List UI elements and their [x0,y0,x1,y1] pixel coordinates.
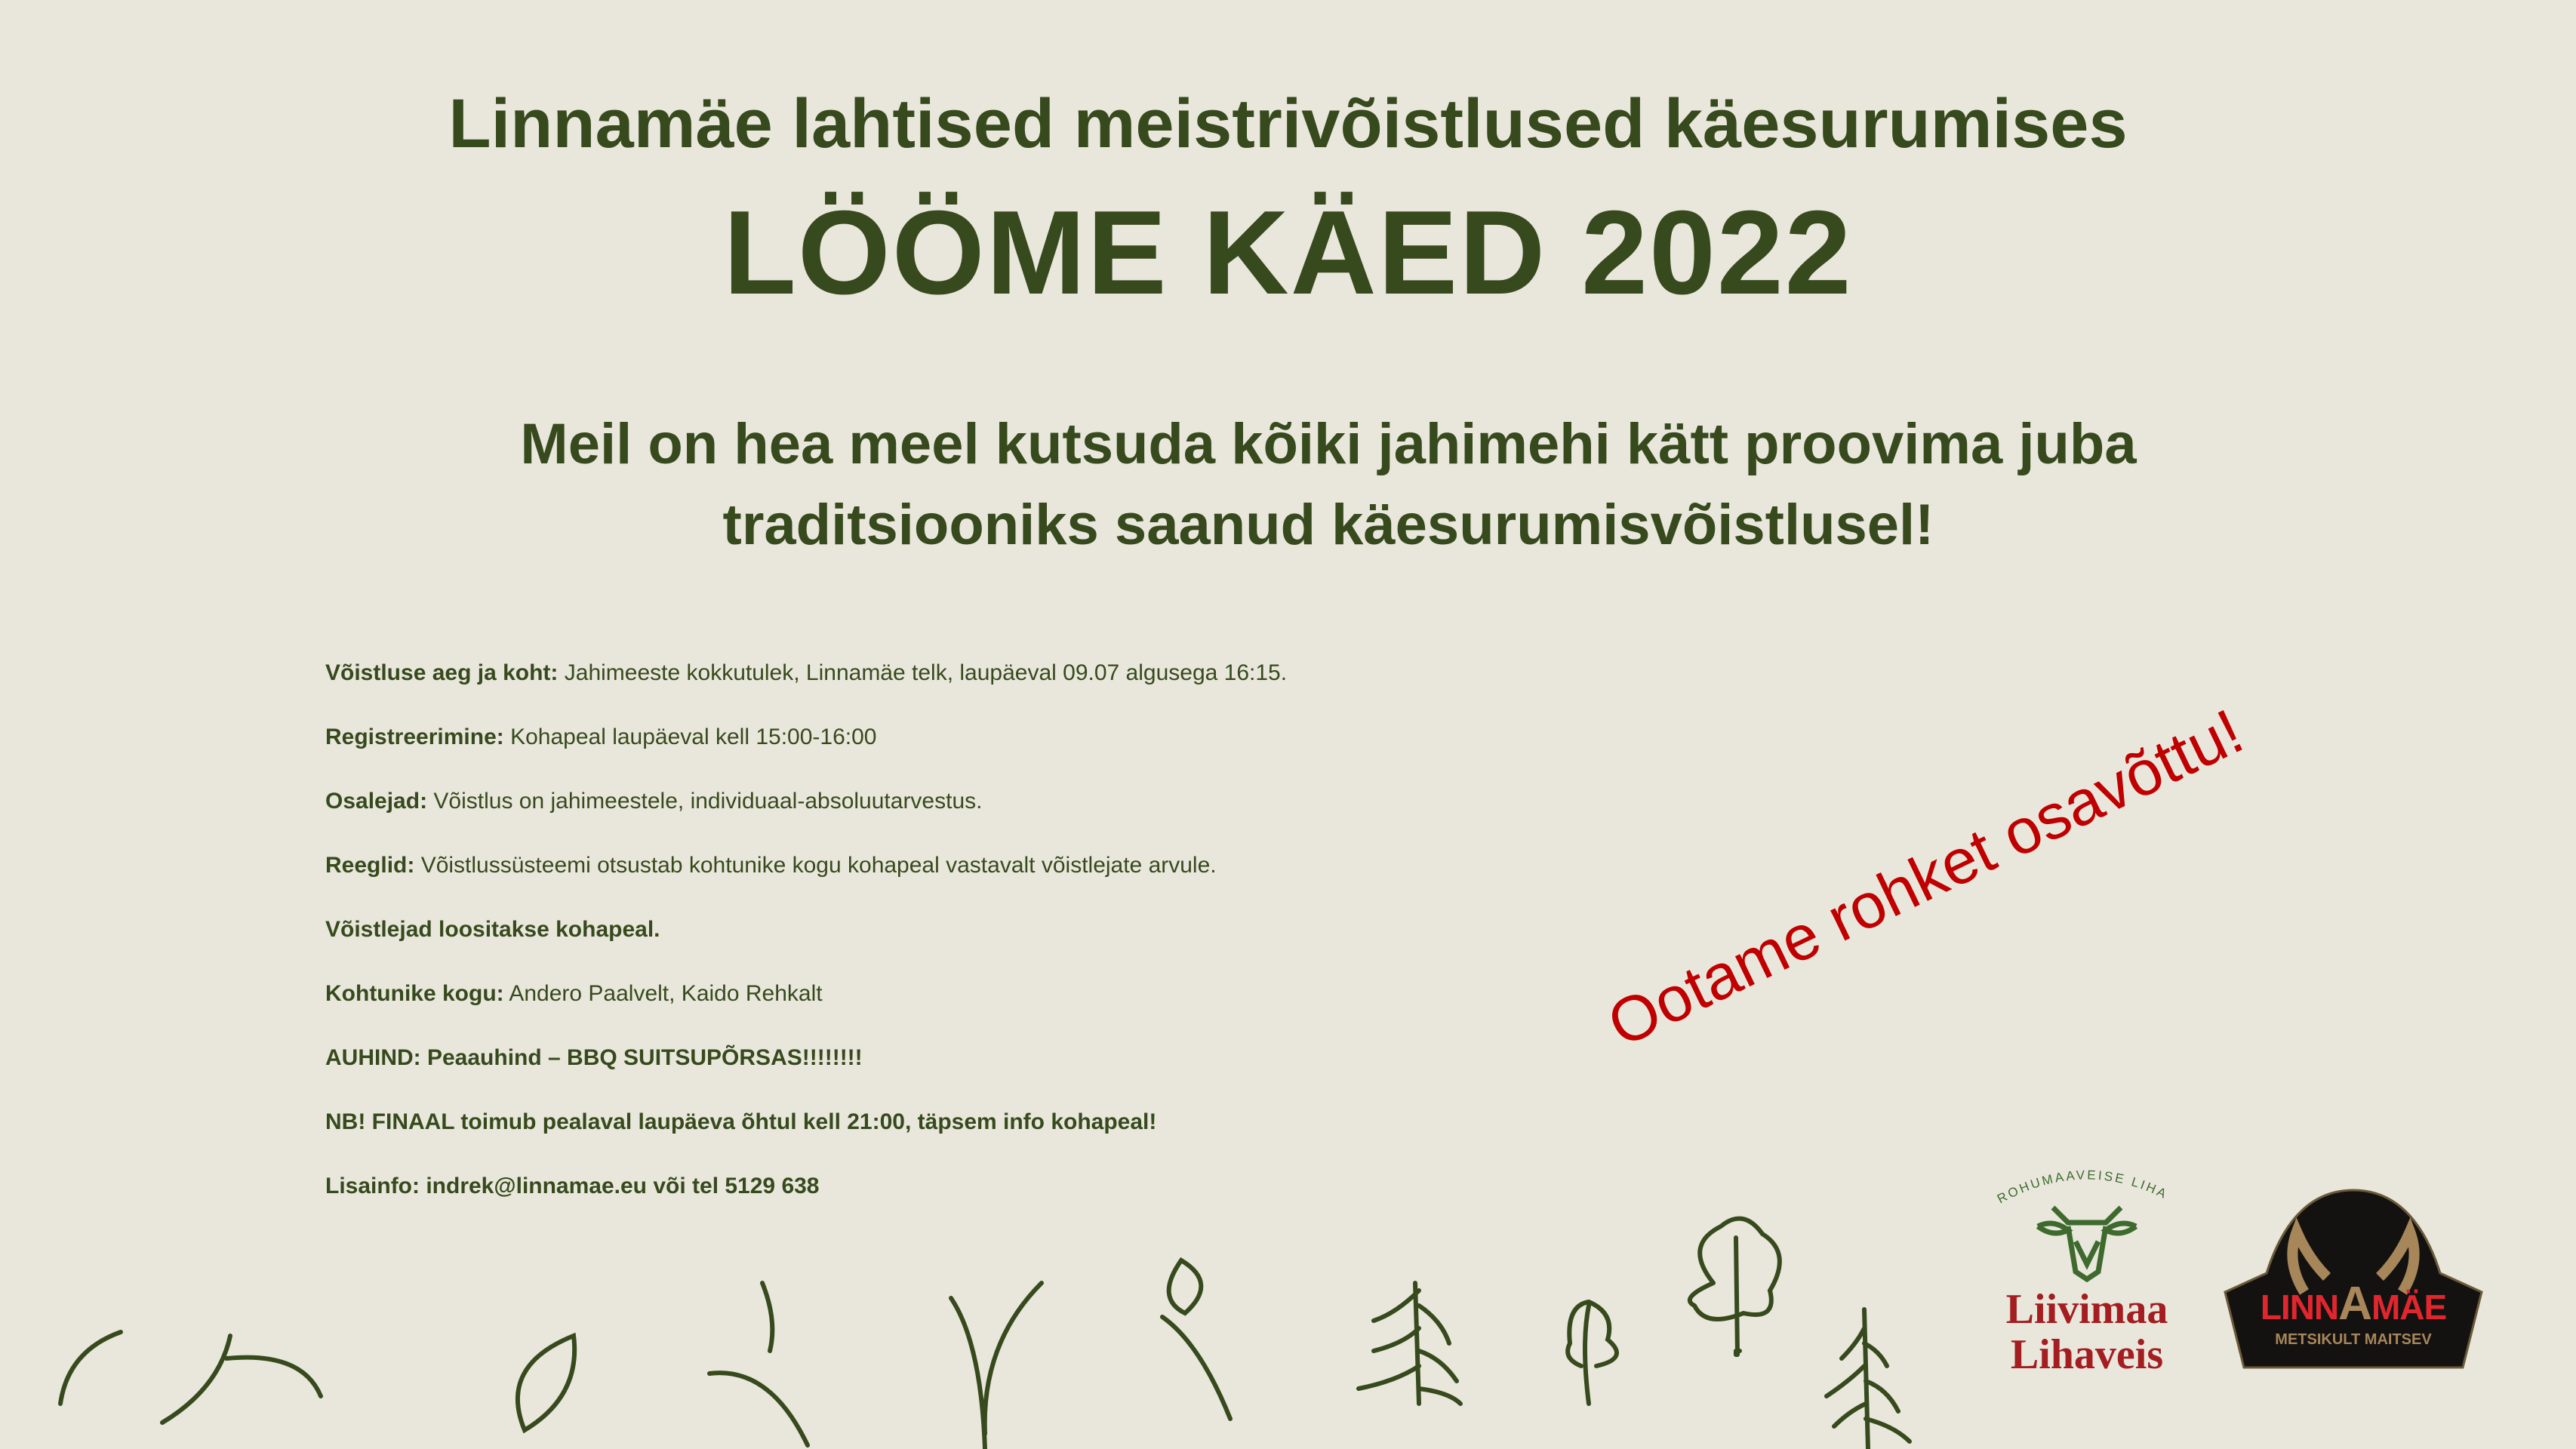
logo-name-a: A [2338,1278,2371,1330]
detail-text: Võistlussüsteemi otsustab kohtunike kogu kohapeal vastavalt võistlejate arvule. [414,853,1217,878]
detail-label: NB! FINAAL toimub pealaval laupäeva õhtul kell 21:00, täpsem info kohapeal! [325,1109,1157,1134]
sprout-icon [162,1336,321,1423]
detail-text: Andero Paalvelt, Kaido Rehkalt [503,981,823,1006]
title-main: LÖÖME KÄED 2022 [723,186,1853,319]
detail-label: Kohtunike kogu: [325,981,504,1006]
title-line1: Linnamäe lahtised meistrivõistlused käesurumises [448,85,2128,162]
detail-label: Lisainfo: indrek@linnamae.eu või tel 5129 638 [325,1174,820,1198]
logo-line2: Lihaveis [2010,1331,2164,1378]
pine-icon [1359,1283,1460,1404]
branch-icon [951,1283,1042,1449]
sprout-icon [60,1332,121,1404]
logo-tagline: METSIKULT MAITSEV [2275,1331,2432,1348]
pine-icon [1827,1309,1910,1449]
logo-name-right: MÄE [2371,1287,2447,1327]
tree-icon [1568,1302,1617,1404]
tree-icon [1690,1219,1780,1355]
subtitle-line2: traditsiooniks saanud käesurumisvõistlusel! [722,493,1934,557]
detail-text: Jahimeeste kokkutulek, Linnamäe telk, laupäeval 09.07 algusega 16:15. [558,660,1288,685]
detail-text: Võistlus on jahimeestele, individuaal-absoluutarvestus. [427,789,983,814]
logo-line1: Liivimaa [2005,1286,2168,1333]
linnamae-logo [2221,1186,2485,1374]
detail-label: Reeglid: [325,853,415,878]
svg-text:ROHUMAAVEISE LIHA [1995,1168,2171,1206]
leaf-icon [518,1336,574,1430]
subtitle-line1: Meil on hea meel kutsuda kõiki jahimehi kätt proovima juba [520,412,2137,476]
detail-label: AUHIND: Peaauhind – BBQ SUITSUPÕRSAS!!!!!!!! [325,1045,863,1070]
liivimaa-lihaveis-logo [1985,1166,2189,1385]
sprout-icon [709,1283,808,1445]
detail-label: Osalejad: [325,789,428,814]
detail-text: Kohapeal laupäeval kell 15:00-16:00 [503,724,877,749]
callout-text: Ootame rohket osavõttu! [1596,695,2254,1060]
leaf-sprout-icon [1162,1260,1230,1419]
detail-label: Võistlejad loositakse kohapeal. [325,917,660,942]
logo-name-left: LINN [2260,1287,2339,1327]
detail-label: Võistluse aeg ja koht: [325,660,559,685]
logo-arc-text: ROHUMAAVEISE LIHA [1994,1168,2171,1207]
detail-label: Registreerimine: [325,724,504,749]
